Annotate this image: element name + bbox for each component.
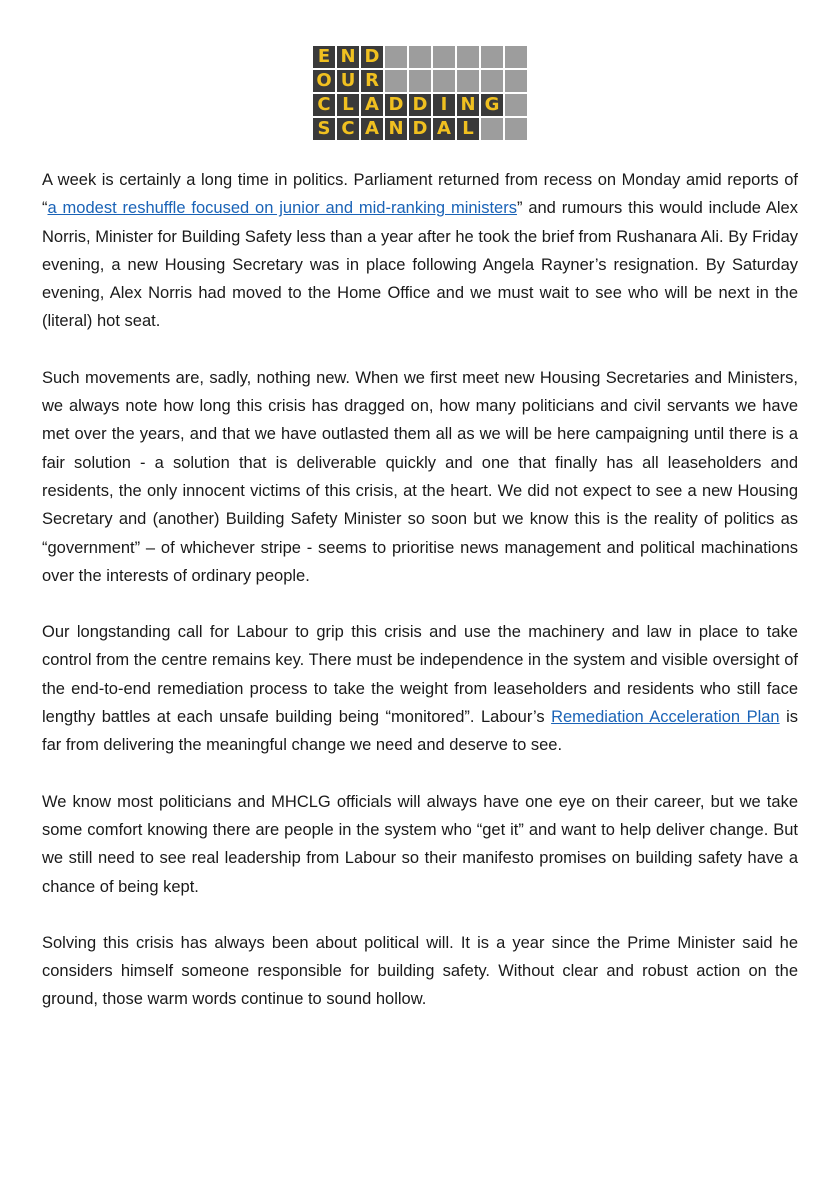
logo-blank-tile xyxy=(481,70,503,92)
logo-blank-tile xyxy=(505,46,527,68)
logo-letter: A xyxy=(361,94,383,116)
paragraph-text: A week is certainly a long time in politics. Parliament returned from recess on Monday amid reports of “ xyxy=(42,171,798,218)
statement-body xyxy=(42,166,798,1042)
logo-letter: A xyxy=(361,118,383,140)
logo-blank-tile xyxy=(409,70,431,92)
logo-letter: E xyxy=(313,46,335,68)
logo-letter: D xyxy=(385,94,407,116)
logo-blank-tile xyxy=(505,70,527,92)
logo-blank-tile xyxy=(505,118,527,140)
logo-blank-tile xyxy=(385,46,407,68)
remediation-plan-link[interactable]: Remediation Acceleration Plan xyxy=(551,708,780,727)
paragraph-movements: Such movements are, sadly, nothing new. When we first meet new Housing Secretaries and Ministers, we always note how long this crisis has dragged on, how many politicians and civil servants we have met over the years, and that we have outlasted them all as we will be here campaigning until there is a fair solution - a solution that is deliverable quickly and one that finally has all leaseholders and residents, the only innocent victims of this crisis, at the heart. We did not expect to see a new Housing Secretary and (another) Building Safety Minister so soon but we know this is the reality of politics as “government” – of whichever stripe - seems to prioritise news management and political machinations over the interests of ordinary people. xyxy=(42,368,798,585)
logo-letter: L xyxy=(457,118,479,140)
logo-letter: A xyxy=(433,118,455,140)
logo-letter: D xyxy=(409,118,431,140)
logo-letter: C xyxy=(337,118,359,140)
logo-blank-tile xyxy=(385,70,407,92)
paragraph-political-will: Solving this crisis has always been about political will. It is a year since the Prime Minister said he considers himself someone responsible for building safety. Without clear and robust action on the ground, those warm words continue to sound hollow. xyxy=(42,933,798,1009)
logo-letter: N xyxy=(337,46,359,68)
paragraph-politicians: We know most politicians and MHCLG officials will always have one eye on their career, but we take some comfort knowing there are people in the system who “get it” and want to help deliver change. But we still need to see real leadership from Labour so their manifesto promises on building safety have a chance of being kept. xyxy=(42,792,798,896)
logo-letter: C xyxy=(313,94,335,116)
logo-letter: S xyxy=(313,118,335,140)
paragraph-text: ” and rumours this would include Alex Norris, Minister for Building Safety less than a year after he took the brief from Rushanara Ali. By Friday evening, a new Housing Secretary was in place following Angela Rayner’s resignation. By Saturday evening, Alex Norris had moved to the Home Office and we must wait to see who will be next in the (literal) hot seat. xyxy=(42,199,798,331)
reshuffle-article-link[interactable]: a modest reshuffle focused on junior and mid-ranking ministers xyxy=(47,199,517,218)
logo-letter: D xyxy=(361,46,383,68)
paragraph-text: Our longstanding call for Labour to grip this crisis and use the machinery and law in place to take control from the centre remains key. There must be independence in the system and visible oversight of the end-to-end remediation process to take the weight from leaseholders and residents who still face lengthy battles at each unsafe building being “monitored”. Labour’s xyxy=(42,623,798,727)
logo-letter: I xyxy=(433,94,455,116)
logo-blank-tile xyxy=(481,46,503,68)
logo-letter: L xyxy=(337,94,359,116)
logo-letter: O xyxy=(313,70,335,92)
logo-letter: R xyxy=(361,70,383,92)
logo-letter: U xyxy=(337,70,359,92)
logo-blank-tile xyxy=(433,70,455,92)
paragraph-text: is far from delivering the meaningful change we need and deserve to see. xyxy=(42,708,799,755)
logo-letter: N xyxy=(457,94,479,116)
paragraph-labour-call xyxy=(42,618,798,759)
logo-blank-tile xyxy=(481,118,503,140)
paragraph-reshuffle xyxy=(42,166,798,336)
logo-blank-tile xyxy=(409,46,431,68)
logo-blank-tile xyxy=(433,46,455,68)
logo-letter: G xyxy=(481,94,503,116)
end-our-cladding-scandal-logo xyxy=(313,46,527,140)
logo-letter: N xyxy=(385,118,407,140)
logo-blank-tile xyxy=(457,46,479,68)
logo-letter: D xyxy=(409,94,431,116)
logo-blank-tile xyxy=(457,70,479,92)
logo-blank-tile xyxy=(505,94,527,116)
